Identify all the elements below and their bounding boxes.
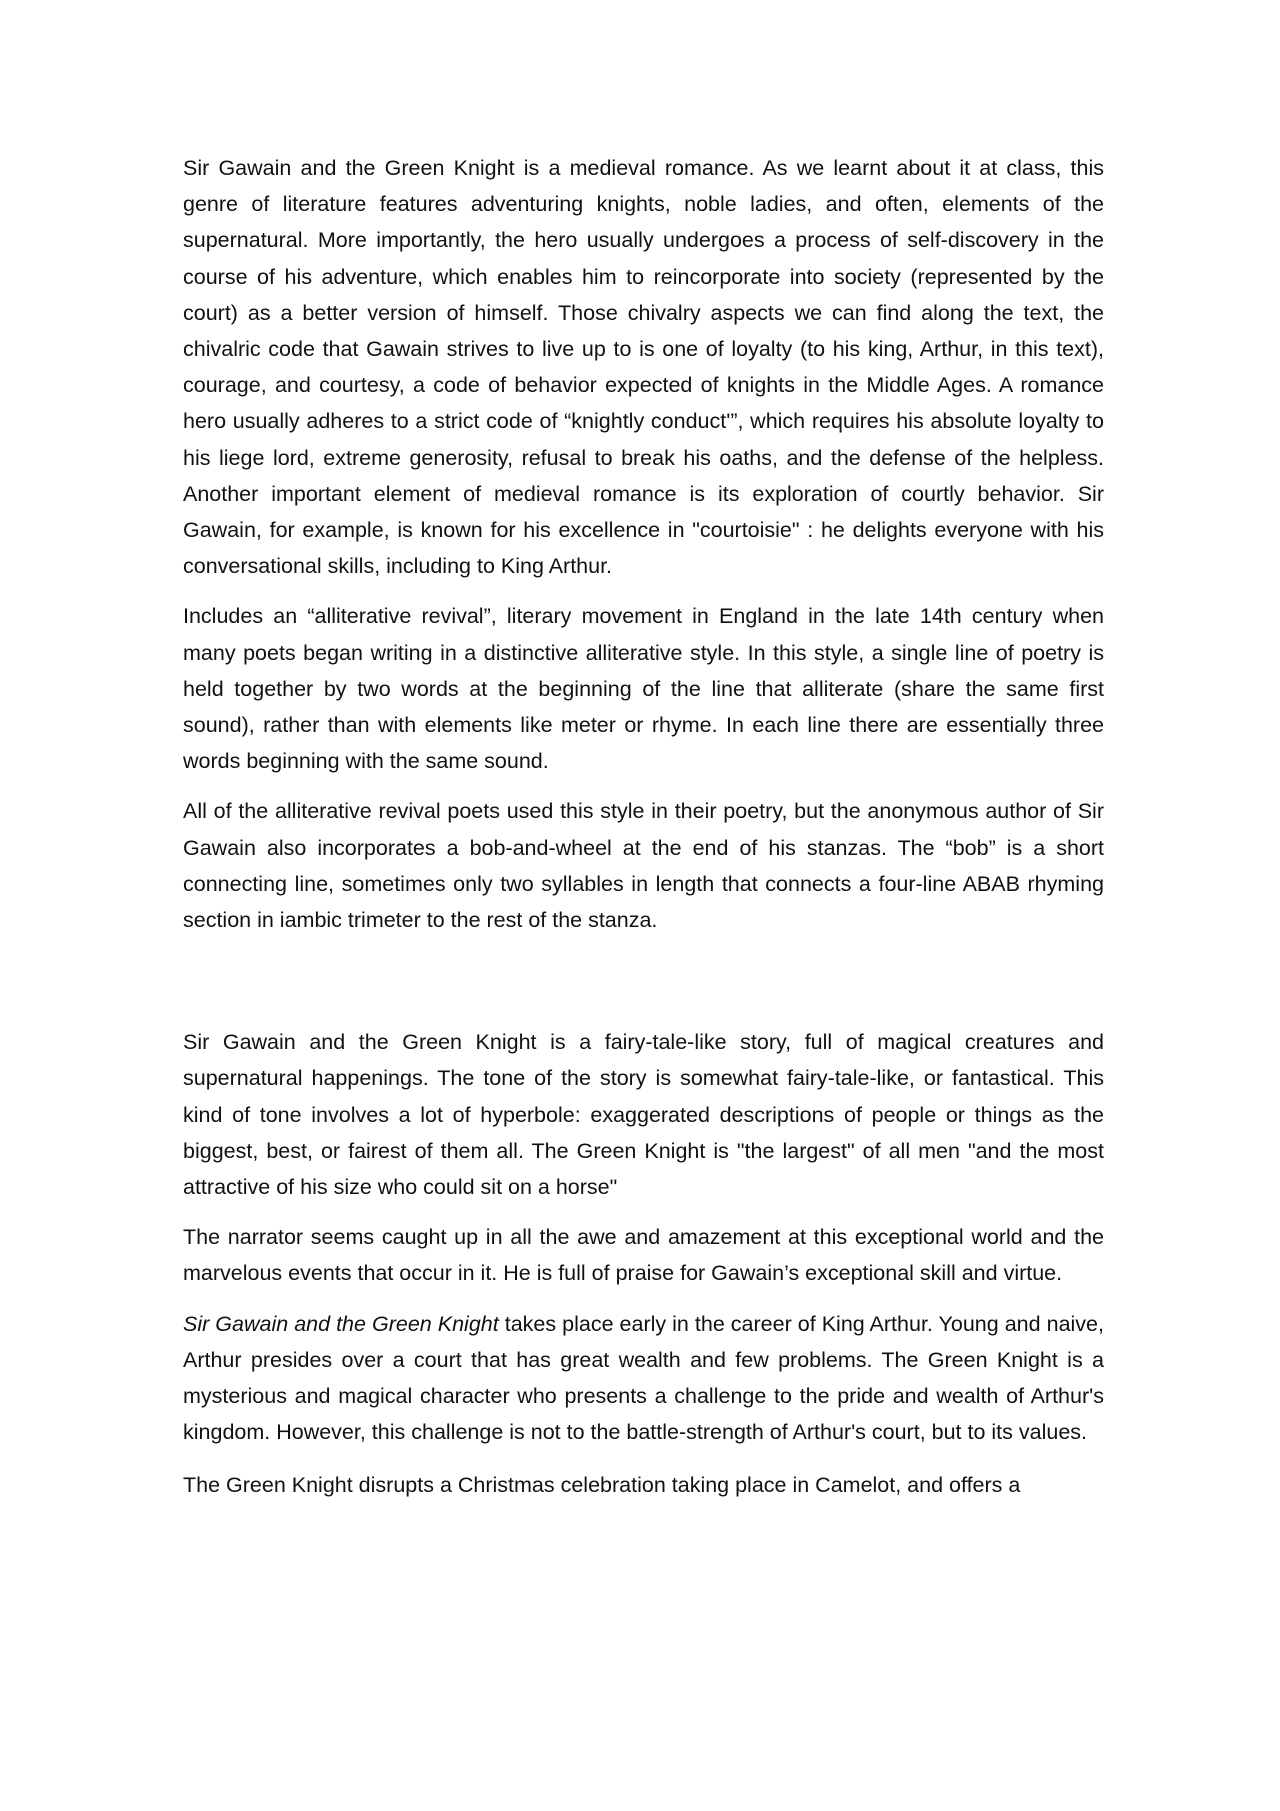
document-body bbox=[183, 150, 1104, 1517]
paragraph-alliterative-revival: Includes an “alliterative revival”, literary movement in England in the late 14th century when many poets began writing in a distinctive alliterative style. In this style, a single line of poetry is held together by two words at the beginning of the line that alliterate (share the same first sound), rather than with elements like meter or rhyme. In each line there are essentially three words beginning with the same sound. bbox=[183, 604, 1104, 774]
section-gap bbox=[183, 952, 1104, 1024]
paragraph-bob-and-wheel: All of the alliterative revival poets used this style in their poetry, but the anonymous author of Sir Gawain also incorporates a bob-and-wheel at the end of his stanzas. The “bob” is a short connecting line, sometimes only two syllables in length that connects a four-line ABAB rhyming section in iambic trimeter to the rest of the stanza. bbox=[183, 799, 1104, 933]
paragraph-medieval-romance: Sir Gawain and the Green Knight is a medieval romance. As we learnt about it at class, this genre of literature features adventuring knights, noble ladies, and often, elements of the supernatural. More importantly, the hero usually undergoes a process of self-discovery in the course of his adventure, which enables him to reincorporate into society (represented by the court) as a better version of himself. Those chivalry aspects we can find along the text, the chivalric code that Gawain strives to live up to is one of loyalty (to his king, Arthur, in this text), courage, and courtesy, a code of behavior expected of knights in the Middle Ages. A romance hero usually adheres to a strict code of “knightly conduct'”, which requires his absolute loyalty to his liege lord, extreme generosity, refusal to break his oaths, and the defense of the helpless. Another important element of medieval romance is its exploration of courtly behavior. Sir Gawain, for example, is known for his excellence in "courtoisie" : he delights everyone with his conversational skills, including to King Arthur. bbox=[183, 156, 1104, 579]
paragraph-king-arthur-text: takes place early in the career of King Arthur. Young and naive, Arthur presides over a court that has great wealth and few problems. The Green Knight is a mysterious and magical character who presents a challenge to the pride and wealth of Arthur's kingdom. However, this challenge is not to the battle-strength of Arthur's court, but to its values. bbox=[183, 1311, 1104, 1445]
italic-title: Sir Gawain and the Green Knight bbox=[183, 1311, 499, 1336]
paragraph-narrator: The narrator seems caught up in all the awe and amazement at this exceptional world and the marvelous events that occur in it. He is full of praise for Gawain’s exceptional skill and virtue. bbox=[183, 1225, 1104, 1286]
paragraph-christmas-celebration: The Green Knight disrupts a Christmas celebration taking place in Camelot, and offers a bbox=[183, 1472, 1021, 1497]
paragraph-fairy-tale: Sir Gawain and the Green Knight is a fairy-tale-like story, full of magical creatures and supernatural happenings. The tone of the story is somewhat fairy-tale-like, or fantastical. This kind of tone involves a lot of hyperbole: exaggerated descriptions of people or things as the biggest, best, or fairest of them all. The Green Knight is "the largest" of all men "and the most attractive of his size who could sit on a horse" bbox=[183, 1030, 1104, 1200]
paragraph-king-arthur bbox=[183, 1306, 1104, 1451]
